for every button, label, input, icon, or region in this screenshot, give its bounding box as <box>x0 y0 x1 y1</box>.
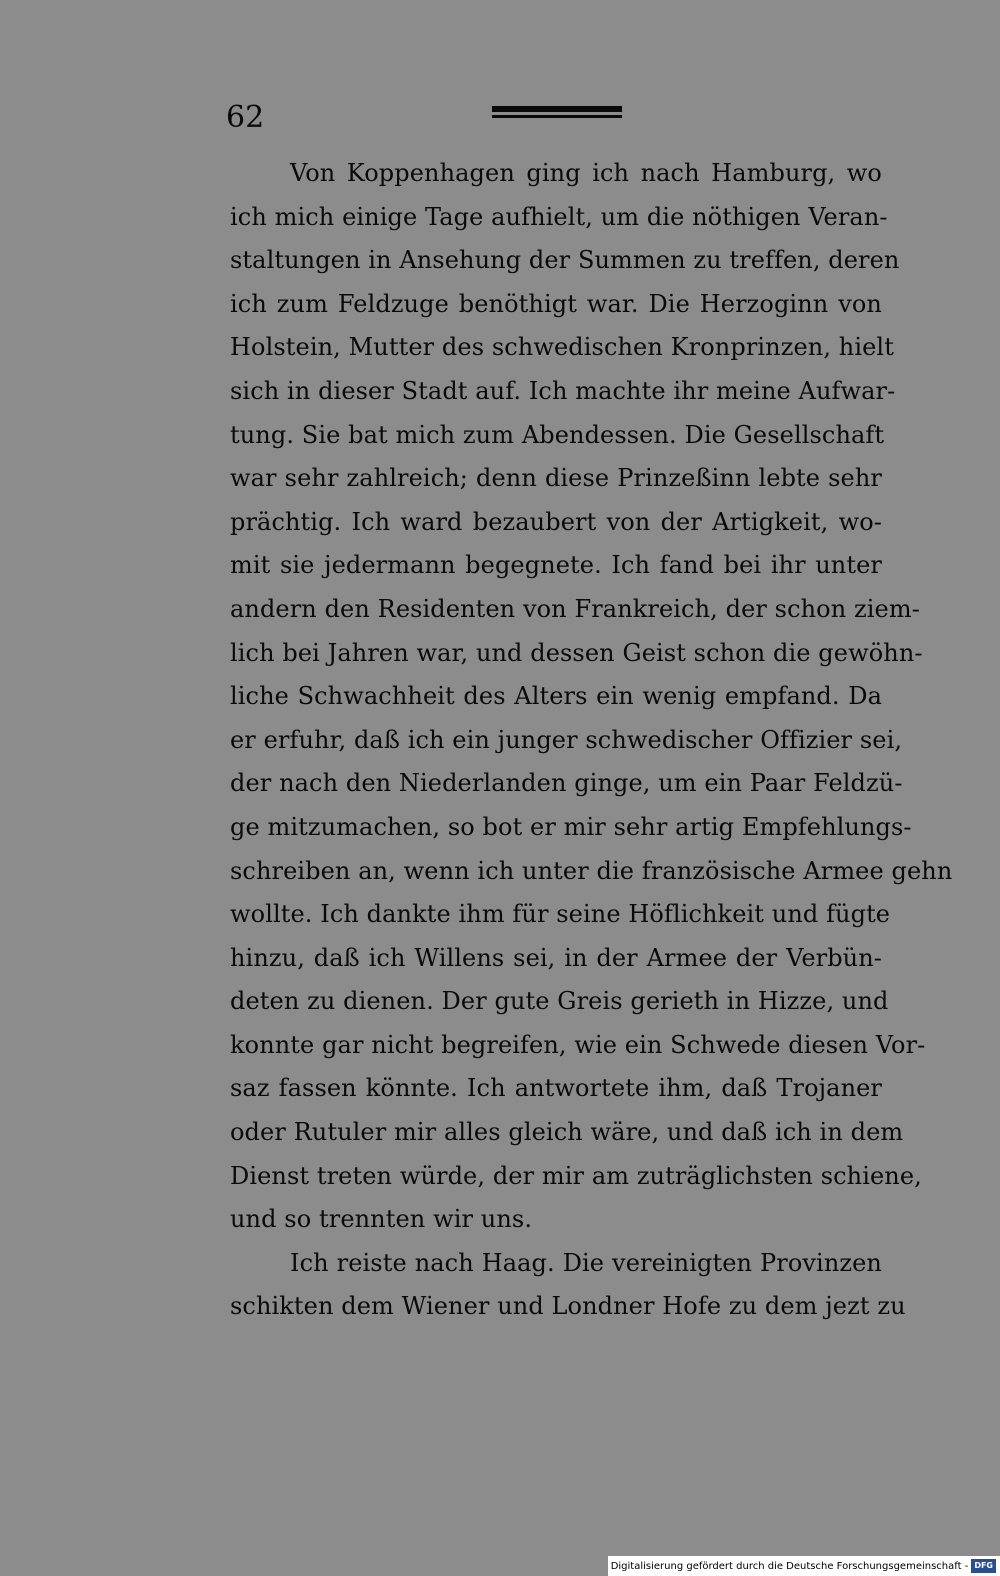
text-line: konnte gar nicht begreifen, wie ein Schwede diesen Vor- <box>230 1030 926 1059</box>
text-line: staltungen in Ansehung der Summen zu treffen, deren <box>230 246 900 275</box>
text-line: deten zu dienen. Der gute Greis gerieth in Hizze, und <box>230 987 889 1016</box>
text-line: war sehr zahlreich; denn diese Prinzeßinn lebte sehr <box>230 464 882 493</box>
digitization-footer <box>608 1556 1000 1576</box>
text-line: schreiben an, wenn ich unter die französische Armee gehn <box>230 856 953 885</box>
text-line: schikten dem Wiener und Londner Hofe zu dem jezt zu <box>230 1292 906 1321</box>
page-number: 62 <box>226 100 265 135</box>
text-line: ich zum Feldzuge benöthigt war. Die Herzoginn von <box>230 289 882 318</box>
text-line: ge mitzumachen, so bot er mir sehr artig Empfehlungs- <box>230 812 912 841</box>
body-text <box>230 152 953 1329</box>
text-line: hinzu, daß ich Willens sei, in der Armee der Verbün- <box>230 943 882 972</box>
text-line: Dienst treten würde, der mir am zuträglichsten schiene, <box>230 1161 922 1190</box>
header-rule-thin <box>492 115 622 118</box>
dfg-logo-icon: DFG <box>971 1559 996 1573</box>
text-line: tung. Sie bat mich zum Abendessen. Die Gesellschaft <box>230 420 885 449</box>
footer-credit: Digitalisierung gefördert durch die Deutsche Forschungsgemeinschaft - <box>610 1560 969 1572</box>
text-line: prächtig. Ich ward bezaubert von der Artigkeit, wo- <box>230 507 882 536</box>
text-line: liche Schwachheit des Alters ein wenig empfand. Da <box>230 682 882 711</box>
text-line: andern den Residenten von Frankreich, der schon ziem- <box>230 594 920 623</box>
text-line: Von Koppenhagen ging ich nach Hamburg, wo <box>290 159 882 187</box>
text-line: oder Rutuler mir alles gleich wäre, und daß ich in dem <box>230 1118 904 1147</box>
header-rule <box>492 106 622 120</box>
text-line: saz fassen könnte. Ich antwortete ihm, daß Trojaner <box>230 1074 882 1103</box>
text-line: lich bei Jahren war, und dessen Geist schon die gewöhn- <box>230 638 923 667</box>
text-line: sich in dieser Stadt auf. Ich machte ihr meine Aufwar- <box>230 376 896 405</box>
text-line: wollte. Ich dankte ihm für seine Höflichkeit und fügte <box>230 900 891 929</box>
text-line: der nach den Niederlanden ginge, um ein Paar Feldzü- <box>230 769 903 798</box>
header-rule-thick <box>492 106 622 112</box>
text-line: er erfuhr, daß ich ein junger schwedischer Offizier sei, <box>230 725 903 754</box>
text-line: und so trennten wir uns. <box>230 1205 533 1234</box>
text-line: mit sie jedermann begegnete. Ich fand bei ihr unter <box>230 551 882 580</box>
text-line: Ich reiste nach Haag. Die vereinigten Provinzen <box>290 1248 882 1277</box>
text-line: ich mich einige Tage aufhielt, um die nöthigen Veran- <box>230 202 888 231</box>
text-line: Holstein, Mutter des schwedischen Kronprinzen, hielt <box>230 333 894 362</box>
